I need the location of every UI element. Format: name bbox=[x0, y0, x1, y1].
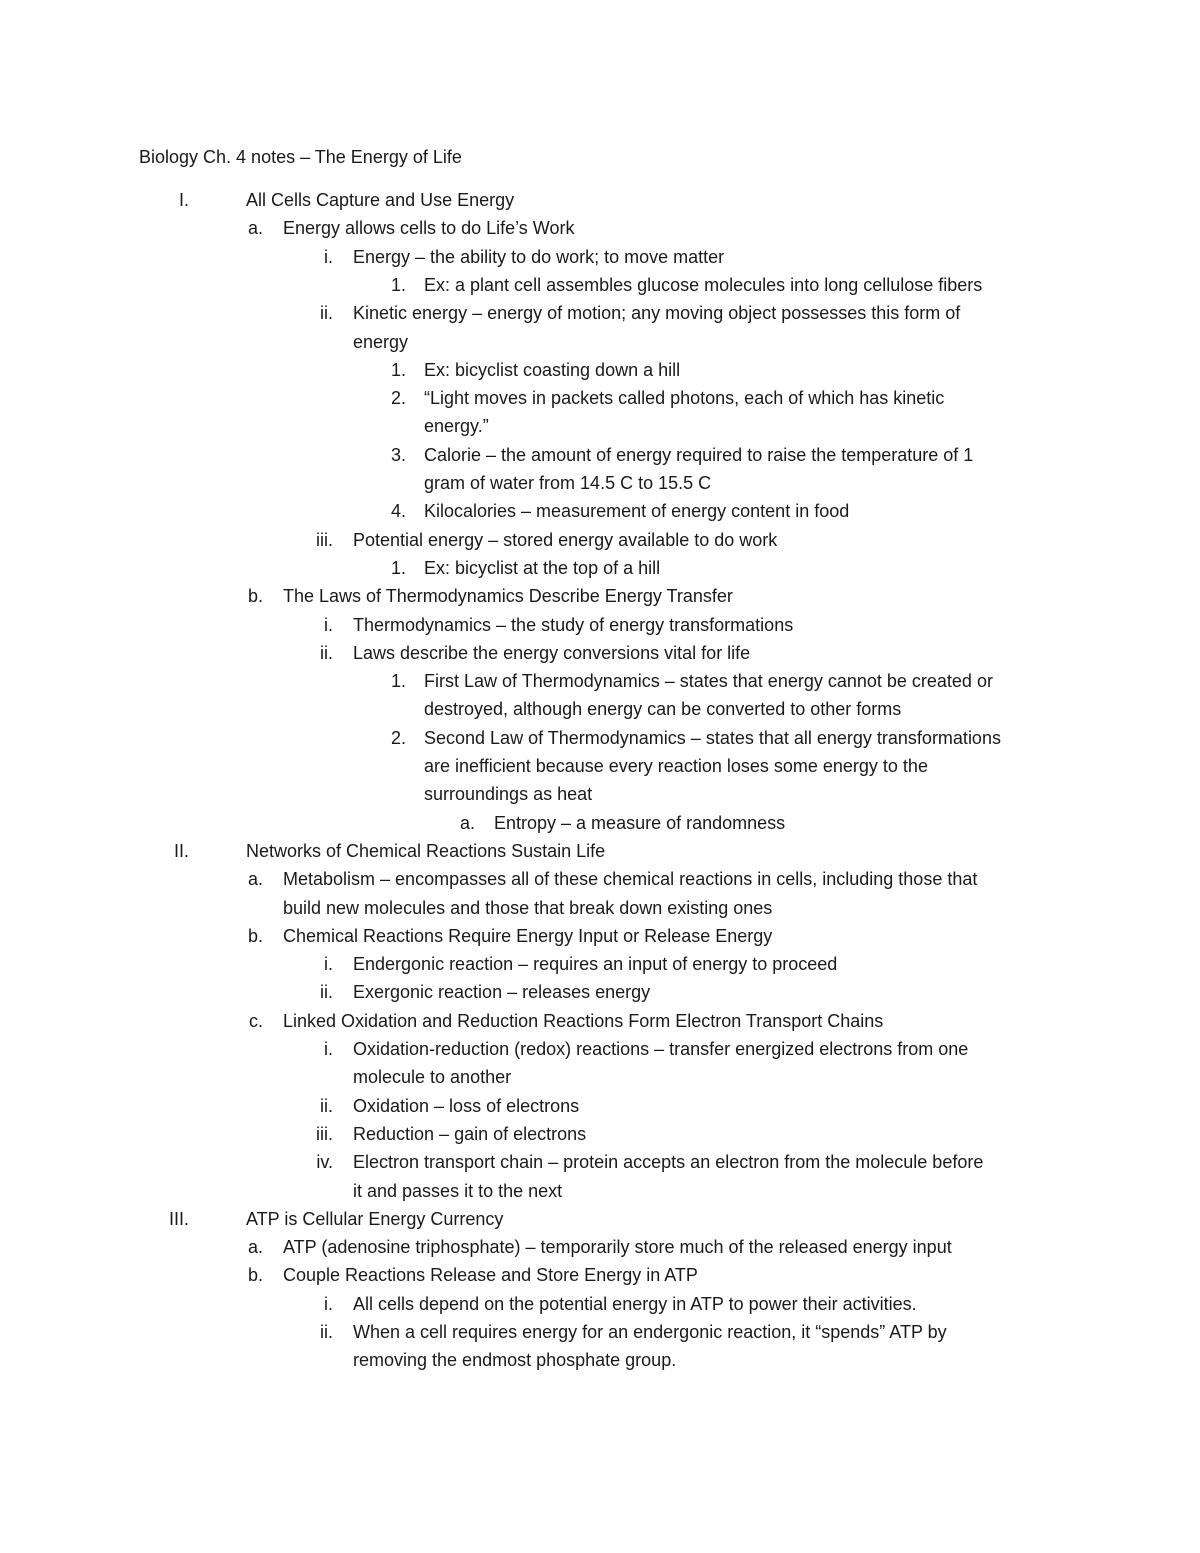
outline-line: Energy allows cells to do Life’s Work bbox=[283, 218, 575, 239]
outline-marker: 2. bbox=[390, 388, 406, 409]
outline-line: are inefficient because every reaction loses some energy to the bbox=[424, 756, 928, 776]
outline-line: Electron transport chain – protein accepts an electron from the molecule before bbox=[353, 1152, 984, 1173]
outline-marker: a. bbox=[247, 869, 263, 890]
outline-marker: 3. bbox=[390, 444, 406, 465]
outline-marker: 1. bbox=[390, 671, 406, 692]
outline-line: Ex: bicyclist coasting down a hill bbox=[424, 359, 681, 380]
outline-line: Calorie – the amount of energy required to raise the temperature of 1 bbox=[424, 444, 974, 465]
outline-line: Oxidation-reduction (redox) reactions – transfer energized electrons from one bbox=[353, 1039, 969, 1059]
outline-marker: i. bbox=[324, 1293, 333, 1314]
outline-line: Metabolism – encompasses all of these chemical reactions in cells, including those that bbox=[283, 869, 978, 890]
outline-line: ATP (adenosine triphosphate) – temporarily store much of the released energy input bbox=[283, 1237, 952, 1258]
outline-line: removing the endmost phosphate group. bbox=[353, 1350, 677, 1371]
outline-marker: c. bbox=[248, 1010, 263, 1031]
outline-line: gram of water from 14.5 C to 15.5 C bbox=[424, 473, 712, 493]
outline-marker: ii. bbox=[320, 1322, 333, 1342]
outline-marker: 4. bbox=[390, 501, 406, 522]
outline-marker: b. bbox=[247, 586, 263, 607]
outline-line: it and passes it to the next bbox=[353, 1180, 563, 1201]
outline-line: Exergonic reaction – releases energy bbox=[353, 982, 651, 1003]
outline-marker: iv. bbox=[316, 1152, 333, 1173]
outline-line: Couple Reactions Release and Store Energy in ATP bbox=[283, 1265, 698, 1286]
outline-marker: i. bbox=[324, 954, 333, 975]
outline-marker: iii. bbox=[316, 529, 333, 550]
outline-line: Chemical Reactions Require Energy Input or Release Energy bbox=[283, 925, 773, 946]
outline-line: First Law of Thermodynamics – states that energy cannot be created or bbox=[424, 671, 993, 692]
outline-line: When a cell requires energy for an endergonic reaction, it “spends” ATP by bbox=[353, 1322, 947, 1342]
outline-marker: b. bbox=[247, 1265, 263, 1286]
outline-line: Laws describe the energy conversions vital for life bbox=[353, 642, 751, 663]
outline-line: build new molecules and those that break down existing ones bbox=[283, 897, 773, 918]
outline-line: All cells depend on the potential energy in ATP to power their activities. bbox=[353, 1293, 917, 1314]
outline-marker: a. bbox=[247, 218, 263, 239]
outline-marker: iii. bbox=[316, 1123, 333, 1144]
outline-line: Networks of Chemical Reactions Sustain Life bbox=[246, 840, 606, 861]
outline-line: surroundings as heat bbox=[424, 784, 593, 805]
outline-marker: III. bbox=[168, 1208, 189, 1229]
outline-marker: 1. bbox=[390, 359, 406, 380]
outline-line: All Cells Capture and Use Energy bbox=[246, 190, 515, 210]
outline-marker: ii. bbox=[320, 303, 333, 324]
outline-line: ATP is Cellular Energy Currency bbox=[246, 1208, 504, 1229]
outline-marker: 1. bbox=[390, 557, 406, 578]
outline-line: Energy – the ability to do work; to move matter bbox=[353, 246, 725, 267]
outline-marker: i. bbox=[324, 1039, 333, 1059]
outline-line: Second Law of Thermodynamics – states that all energy transformations bbox=[424, 727, 1001, 748]
outline-marker: a. bbox=[247, 1237, 263, 1258]
outline-marker: i. bbox=[324, 246, 333, 267]
outline-line: Kinetic energy – energy of motion; any moving object possesses this form of bbox=[353, 303, 961, 324]
outline-marker: II. bbox=[173, 840, 189, 861]
outline-line: The Laws of Thermodynamics Describe Energy Transfer bbox=[283, 586, 733, 607]
outline-line: “Light moves in packets called photons, each of which has kinetic bbox=[424, 388, 945, 409]
outline-marker: 1. bbox=[390, 274, 406, 295]
outline-line: Thermodynamics – the study of energy transformations bbox=[353, 614, 794, 635]
outline-line: destroyed, although energy can be converted to other forms bbox=[424, 699, 902, 720]
outline-line: molecule to another bbox=[353, 1067, 512, 1088]
outline-line: energy bbox=[353, 331, 409, 352]
outline-marker: ii. bbox=[320, 1095, 333, 1116]
outline-line: Entropy – a measure of randomness bbox=[494, 812, 786, 833]
outline-line: Kilocalories – measurement of energy content in food bbox=[424, 501, 850, 522]
document-title: Biology Ch. 4 notes – The Energy of Life bbox=[139, 147, 462, 167]
outline-marker: 2. bbox=[390, 727, 406, 748]
outline-line: energy.” bbox=[424, 416, 489, 437]
outline-line: Potential energy – stored energy available to do work bbox=[353, 529, 778, 550]
outline-line: Endergonic reaction – requires an input of energy to proceed bbox=[353, 954, 838, 975]
outline-marker: b. bbox=[247, 925, 263, 946]
outline-line: Oxidation – loss of electrons bbox=[353, 1095, 580, 1116]
outline-line: Reduction – gain of electrons bbox=[353, 1123, 587, 1144]
outline-line: Linked Oxidation and Reduction Reactions Form Electron Transport Chains bbox=[283, 1010, 884, 1031]
outline-marker: a. bbox=[459, 812, 475, 833]
outline-line: Ex: a plant cell assembles glucose molecules into long cellulose fibers bbox=[424, 274, 983, 295]
outline-marker: ii. bbox=[320, 982, 333, 1003]
outline-marker: I. bbox=[178, 190, 189, 210]
outline-marker: ii. bbox=[320, 642, 333, 663]
outline-marker: i. bbox=[324, 614, 333, 635]
outline-line: Ex: bicyclist at the top of a hill bbox=[424, 557, 661, 578]
